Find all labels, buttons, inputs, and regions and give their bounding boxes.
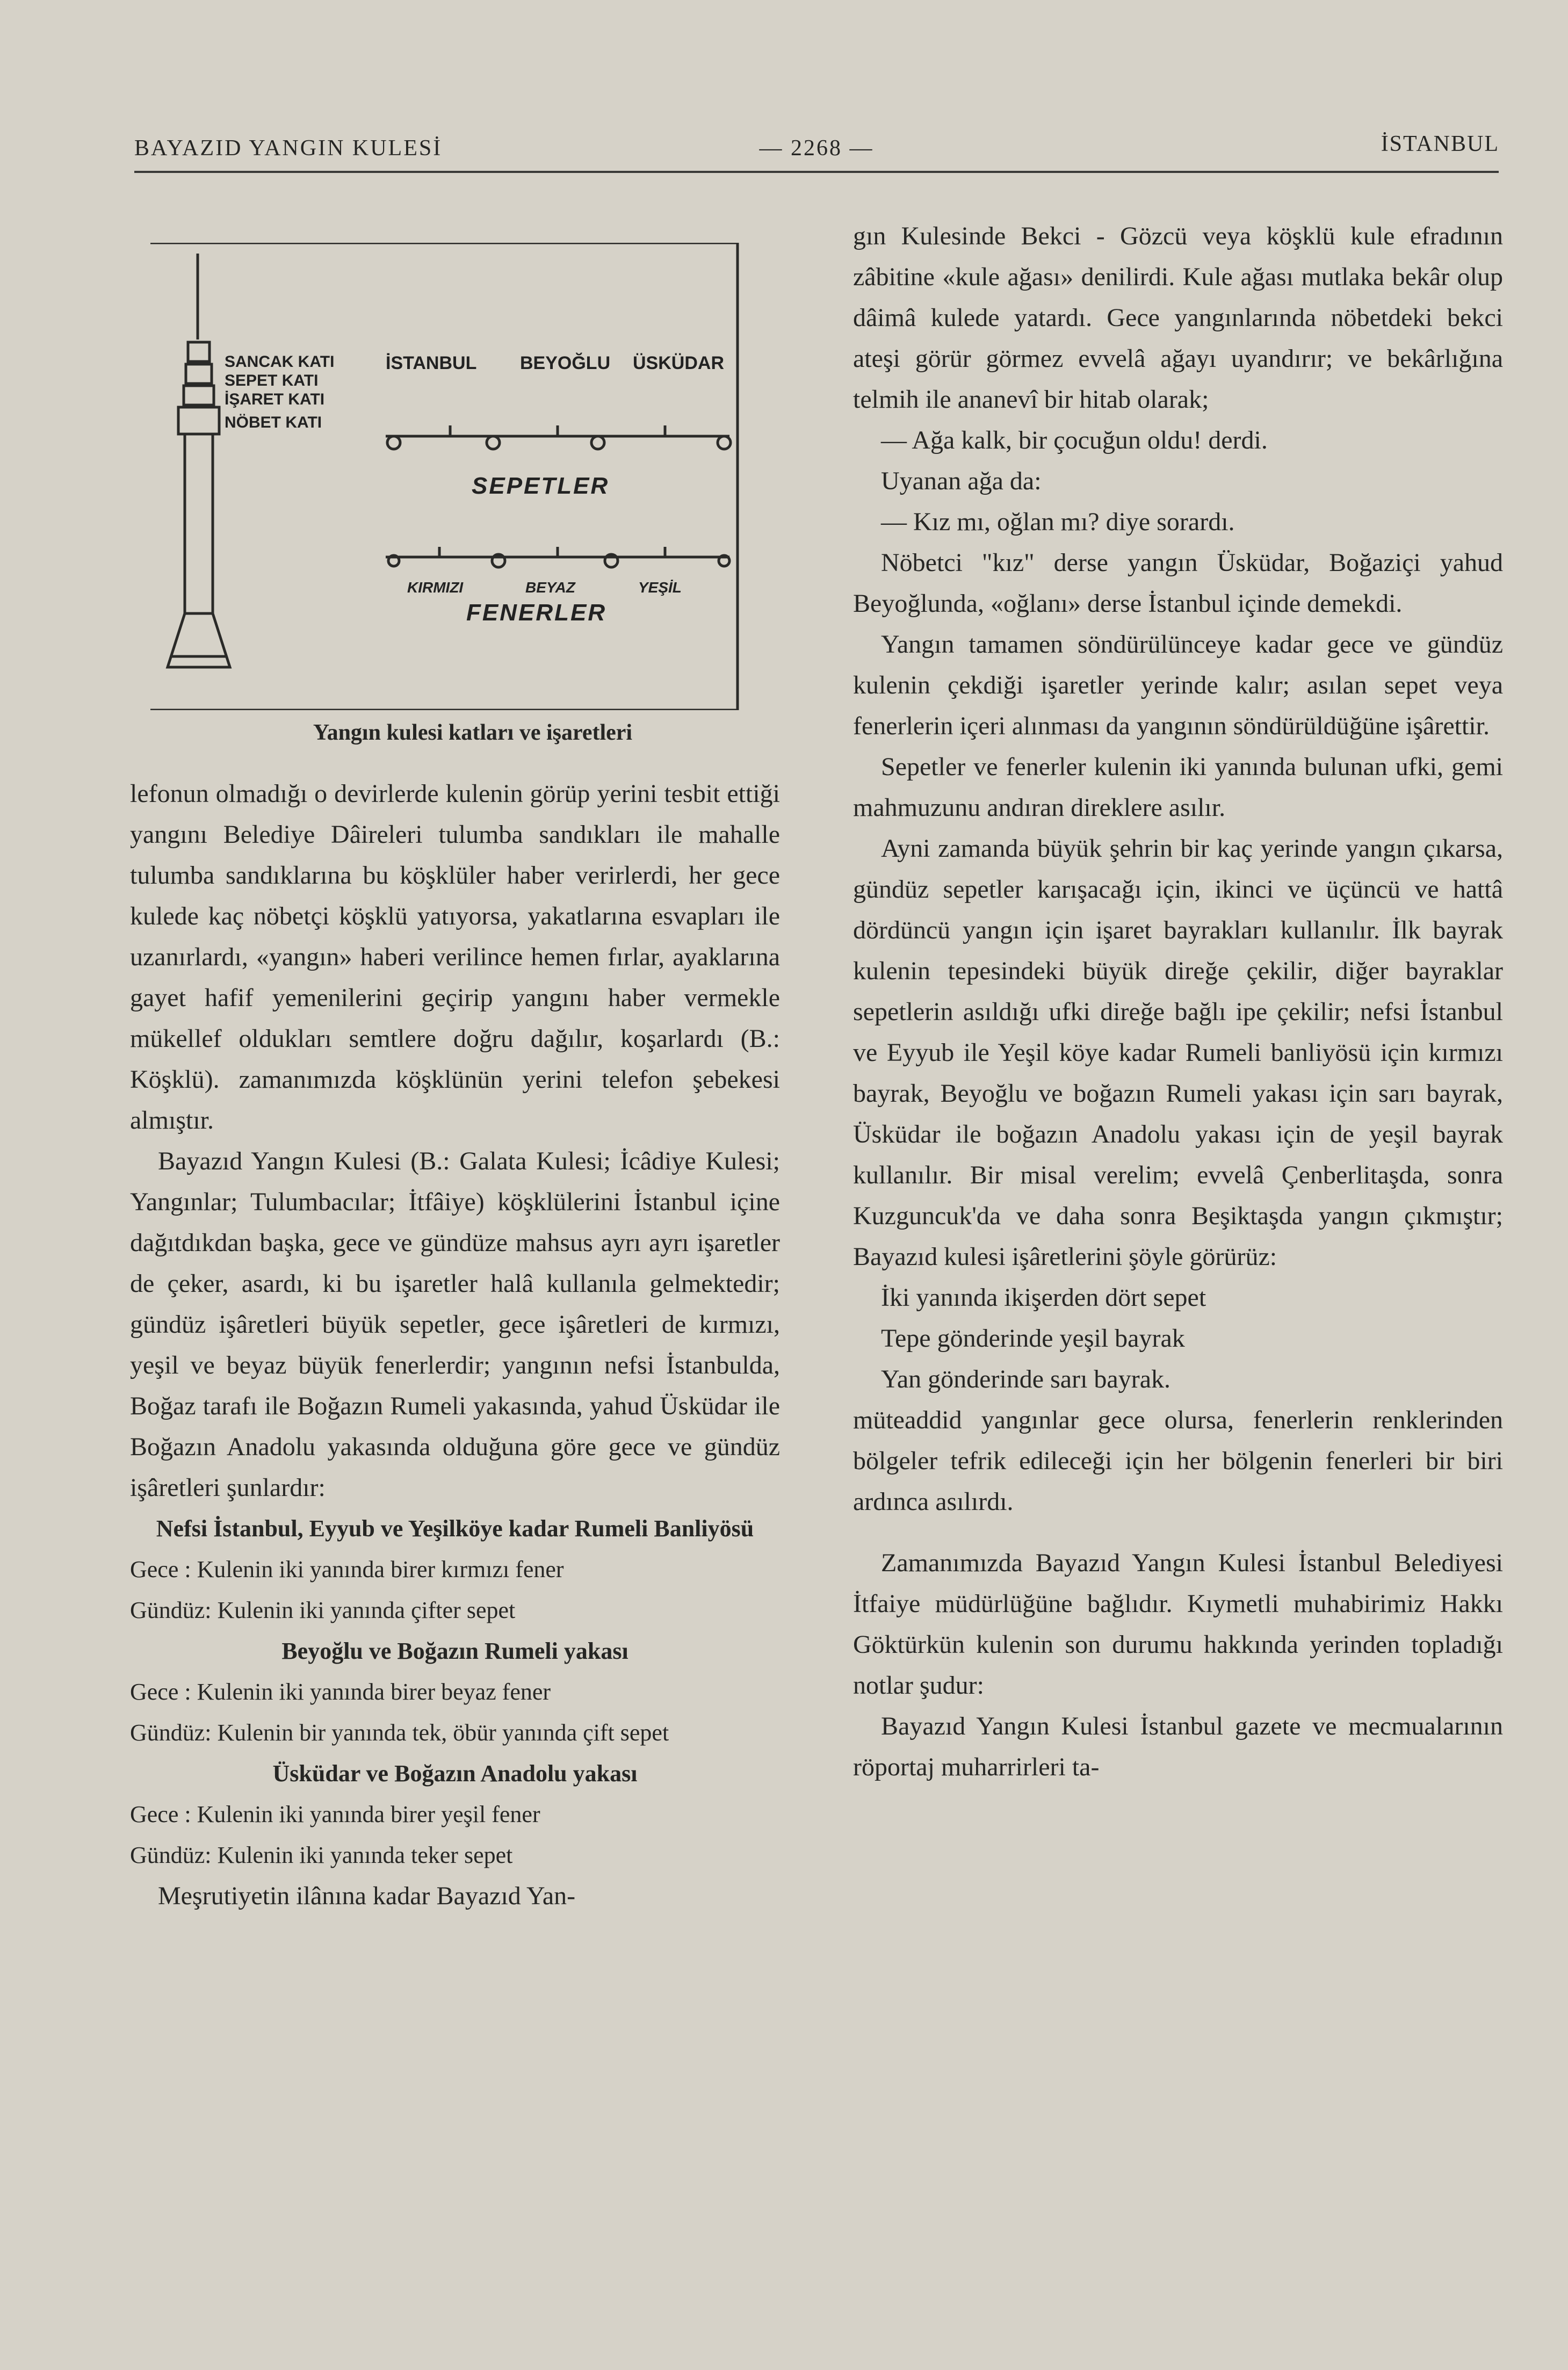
section-heading-istanbul: Nefsi İstanbul, Eyyub ve Yeşilköye kadar Rumeli Banliyösü	[156, 1515, 754, 1542]
right-paragraph-6: müteaddid yangınlar gece olursa, fenerlerin renklerinden bölgeler tefrik edileceği için her bölgenin fenerleri bir biri ardınca asılırdı.	[853, 1406, 1503, 1516]
sepetler-label: SEPETLER	[472, 473, 610, 499]
dialogue-line-3: — Kız mı, oğlan mı? diye sorardı.	[881, 508, 1235, 536]
running-head-right: İSTANBUL	[1381, 132, 1499, 156]
uskudar-night-signal: Gece : Kulenin iki yanında birer yeşil fener	[130, 1801, 540, 1827]
floor-label-nobet: NÖBET KATI	[225, 414, 322, 431]
color-kirmizi: KIRMIZI	[407, 579, 464, 596]
section-heading-beyoglu: Beyoğlu ve Boğazın Rumeli yakası	[281, 1638, 628, 1664]
page-number: — 2268 —	[759, 136, 874, 161]
left-column	[130, 774, 780, 1917]
istanbul-night-signal: Gece : Kulenin iki yanında birer kırmızı fener	[130, 1556, 564, 1583]
district-beyoglu: BEYOĞLU	[520, 353, 611, 373]
running-head-left: BAYAZID YANGIN KULESİ	[134, 136, 443, 161]
left-paragraph-2: Bayazıd Yangın Kulesi (B.: Galata Kulesi; İcâdiye Kulesi; Yangınlar; Tulumbacılar; İtfâiye) köşklülerini İstanbul içine dağıtdıkdan başka, gece ve gündüze mahsus ayrı ayrı işaretler de çeker, asardı, ki bu işaretler halâ kullanıla gelmektedir; gündüz işâretleri büyük sepetler, gece işâretleri de kırmızı, yeşil ve beyaz büyük fenerlerdir; yangının nefsi İstanbulda, Boğaz tarafı ile Boğazın Rumeli yakasında, yahud Üsküdar ile Boğazın Anadolu yakasında olduğuna göre gece ve gündüz işâretleri şunlardır:	[130, 1147, 780, 1502]
right-column	[853, 216, 1503, 1788]
floor-label-sepet: SEPET KATI	[225, 372, 319, 389]
dialogue-line-1: — Ağa kalk, bir çocuğun oldu! derdi.	[881, 426, 1268, 454]
color-yesil: YEŞİL	[638, 579, 682, 596]
figure-caption: Yangın kulesi katları ve işaretleri	[313, 720, 633, 745]
fenerler-label: FENERLER	[466, 599, 607, 626]
right-paragraph-3: Yangın tamamen söndürülünceye kadar gece ve gündüz kulenin çekdiği işaretler yerinde kalır; asılan sepet veya fenerlerin içeri alınması da yangının söndürüldüğüne işârettir.	[853, 630, 1503, 740]
right-paragraph-7: Zamanımızda Bayazıd Yangın Kulesi İstanbul Belediyesi İtfaiye müdürlüğüne bağlıdır. Kıymetli muhabirimiz Hakkı Göktürkün kulenin son durumu hakkında yerinden topladığı notlar şudur:	[853, 1549, 1503, 1700]
right-paragraph-2: Nöbetci "kız" derse yangın Üsküdar, Boğaziçi yahud Beyoğlunda, «oğlanı» derse İstanbul içinde demekdi.	[853, 548, 1503, 618]
right-paragraph-5: Ayni zamanda büyük şehrin bir kaç yerinde yangın çıkarsa, gündüz sepetler karışacağı için, ikinci ve üçüncü ve hattâ dördüncü yangın için işaret bayrakları kullanılır. İlk bayrak kulenin tepesindeki büyük direğe çekilir, diğer bayraklar sepetlerin asıldığı ufki direğe bağlı ipe çekilir; nefsi İstanbul ve Eyyub ile Yeşil köye kadar Rumeli banliyösü için kırmızı bayrak, Beyoğlu ve boğazın Rumeli yakası için sarı bayrak, Üsküdar ile boğazın Anadolu yakası için de yeşil bayrak kullanılır. Bir misal verelim; evvelâ Çenberlitaşda, sonra Kuzguncuk'da ve daha sonra Beşiktaşda yangın çıkmıştır; Bayazıd kulesi işâretlerini şöyle görürüz:	[853, 834, 1503, 1271]
left-paragraph-3: Meşrutiyetin ilânına kadar Bayazıd Yan-	[158, 1882, 576, 1910]
beyoglu-day-signal: Gündüz: Kulenin bir yanında tek, öbür yanında çift sepet	[130, 1719, 669, 1746]
right-paragraph-8: Bayazıd Yangın Kulesi İstanbul gazete ve mecmualarının röportaj muharrirleri ta-	[853, 1712, 1503, 1781]
list-line-3: Yan gönderinde sarı bayrak.	[881, 1365, 1170, 1393]
floor-label-sancak: SANCAK KATI	[225, 353, 335, 371]
right-paragraph-1: gın Kulesinde Bekci - Gözcü veya köşklü kule efradının zâbitine «kule ağası» denilirdi. Kule ağası mutlaka bekâr olup dâimâ kulede yatardı. Gece yangınlarında nöbetdeki bekci ateşi görür görmez evvelâ ağayı uyandırır; ve bekârlığına telmih ile ananevî bir hitab olarak;	[853, 222, 1503, 414]
section-heading-uskudar: Üsküdar ve Boğazın Anadolu yakası	[272, 1760, 638, 1787]
district-istanbul: İSTANBUL	[386, 353, 477, 373]
tower-drawing	[149, 243, 740, 710]
list-line-1: İki yanında ikişerden dört sepet	[881, 1283, 1206, 1312]
list-line-2: Tepe gönderinde yeşil bayrak	[881, 1324, 1185, 1353]
beyoglu-night-signal: Gece : Kulenin iki yanında birer beyaz fener	[130, 1679, 551, 1705]
uskudar-day-signal: Gündüz: Kulenin iki yanında teker sepet	[130, 1842, 513, 1868]
tower-figure	[149, 243, 740, 710]
istanbul-day-signal: Gündüz: Kulenin iki yanında çifter sepet	[130, 1597, 516, 1623]
district-uskudar: ÜSKÜDAR	[633, 353, 724, 373]
header-rule	[134, 171, 1499, 173]
right-paragraph-4: Sepetler ve fenerler kulenin iki yanında bulunan ufki, gemi mahmuzunu andıran direklere asılır.	[853, 753, 1503, 822]
color-beyaz: BEYAZ	[525, 579, 575, 596]
left-paragraph-1: lefonun olmadığı o devirlerde kulenin görüp yerini tesbit ettiği yangını Belediye Dâireleri tulumba sandıkları ile mahalle tulumba sandıklarına bu köşklüler haber verirlerdi, her gece kulede kaç nöbetçi köşklü yatıyorsa, yakatlarına esvapları ile uzanırlardı, «yangın» haberi verilince hemen fırlar, ayaklarına gayet hafif yemenilerini geçirip yangını haber vermekle mükellef oldukları semtlere doğru dağılır, koşarlardı (B.: Köşklü). zamanımızda köşklünün yerini telefon şebekesi almıştır.	[130, 779, 780, 1135]
dialogue-line-2: Uyanan ağa da:	[881, 467, 1042, 495]
floor-label-isaret: İŞARET KATI	[225, 391, 325, 408]
